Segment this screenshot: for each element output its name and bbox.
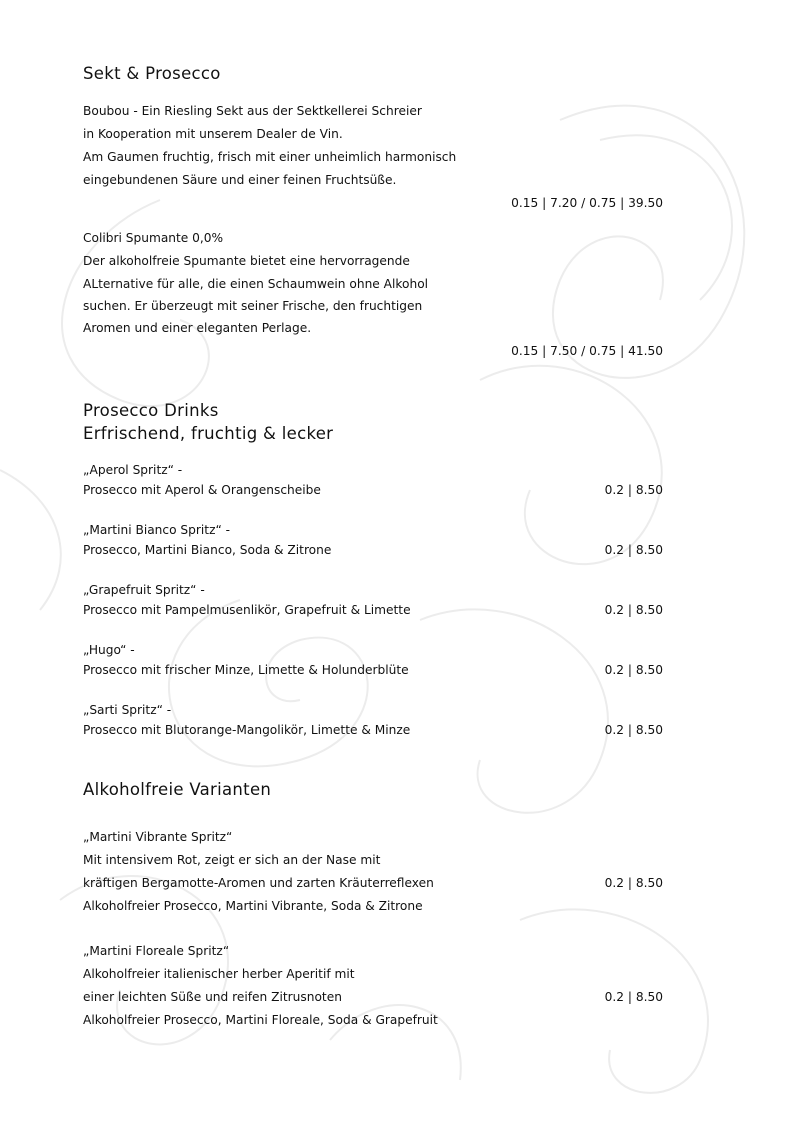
vibrante-line-4: Alkoholfreier Prosecco, Martini Vibrante, Soda & Zitrone [83, 899, 423, 913]
section-heading-drinks: Prosecco Drinks [83, 401, 219, 420]
colibri-line-2: Der alkoholfreie Spumante bietet eine hervorragende [83, 254, 410, 268]
drink-name: „Aperol Spritz“ - [83, 463, 183, 477]
section-heading-alkoholfrei: Alkoholfreie Varianten [83, 780, 272, 799]
colibri-line-3: ALternative für alle, die einen Schaumwein ohne Alkohol [83, 277, 429, 291]
drink-name: „Martini Bianco Spritz“ - [83, 523, 231, 537]
drink-price: 0.2 | 8.50 [604, 483, 663, 497]
floreale-line-2: Alkoholfreier italienischer herber Aperitif mit [83, 967, 355, 981]
boubou-line-1: Boubou - Ein Riesling Sekt aus der Sektkellerei Schreier [83, 104, 422, 118]
drink-price: 0.2 | 8.50 [604, 603, 663, 617]
drink-price: 0.2 | 8.50 [604, 663, 663, 677]
drink-name: „Hugo“ - [83, 643, 135, 657]
vibrante-price: 0.2 | 8.50 [604, 876, 663, 890]
boubou-price: 0.15 | 7.20 / 0.75 | 39.50 [511, 196, 663, 210]
drink-desc: Prosecco mit Pampelmusenlikör, Grapefruit & Limette [83, 603, 411, 617]
drink-price: 0.2 | 8.50 [604, 723, 663, 737]
boubou-line-3: Am Gaumen fruchtig, frisch mit einer unheimlich harmonisch [83, 150, 457, 164]
colibri-line-1: Colibri Spumante 0,0% [83, 231, 224, 245]
floreale-line-3: einer leichten Süße und reifen Zitrusnoten [83, 990, 342, 1004]
drink-name: „Grapefruit Spritz“ - [83, 583, 205, 597]
drink-desc: Prosecco mit Aperol & Orangenscheibe [83, 483, 321, 497]
floreale-price: 0.2 | 8.50 [604, 990, 663, 1004]
section-subheading-drinks: Erfrischend, fruchtig & lecker [83, 424, 334, 443]
colibri-price: 0.15 | 7.50 / 0.75 | 41.50 [511, 344, 663, 358]
colibri-line-4: suchen. Er überzeugt mit seiner Frische, den fruchtigen [83, 299, 423, 313]
drink-price: 0.2 | 8.50 [604, 543, 663, 557]
drink-name: „Sarti Spritz“ - [83, 703, 172, 717]
vibrante-line-3: kräftigen Bergamotte-Aromen und zarten Kräuterreflexen [83, 876, 434, 890]
boubou-line-4: eingebundenen Säure und einer feinen Fruchtsüße. [83, 173, 397, 187]
drink-desc: Prosecco mit frischer Minze, Limette & Holunderblüte [83, 663, 409, 677]
drink-desc: Prosecco mit Blutorange-Mangolikör, Limette & Minze [83, 723, 411, 737]
boubou-line-2: in Kooperation mit unserem Dealer de Vin. [83, 127, 343, 141]
section-heading-sekt: Sekt & Prosecco [83, 64, 221, 83]
drink-desc: Prosecco, Martini Bianco, Soda & Zitrone [83, 543, 332, 557]
vibrante-line-1: „Martini Vibrante Spritz“ [83, 830, 233, 844]
floreale-line-1: „Martini Floreale Spritz“ [83, 944, 230, 958]
colibri-line-5: Aromen und einer eleganten Perlage. [83, 321, 312, 335]
vibrante-line-2: Mit intensivem Rot, zeigt er sich an der Nase mit [83, 853, 381, 867]
floreale-line-4: Alkoholfreier Prosecco, Martini Floreale, Soda & Grapefruit [83, 1013, 438, 1027]
